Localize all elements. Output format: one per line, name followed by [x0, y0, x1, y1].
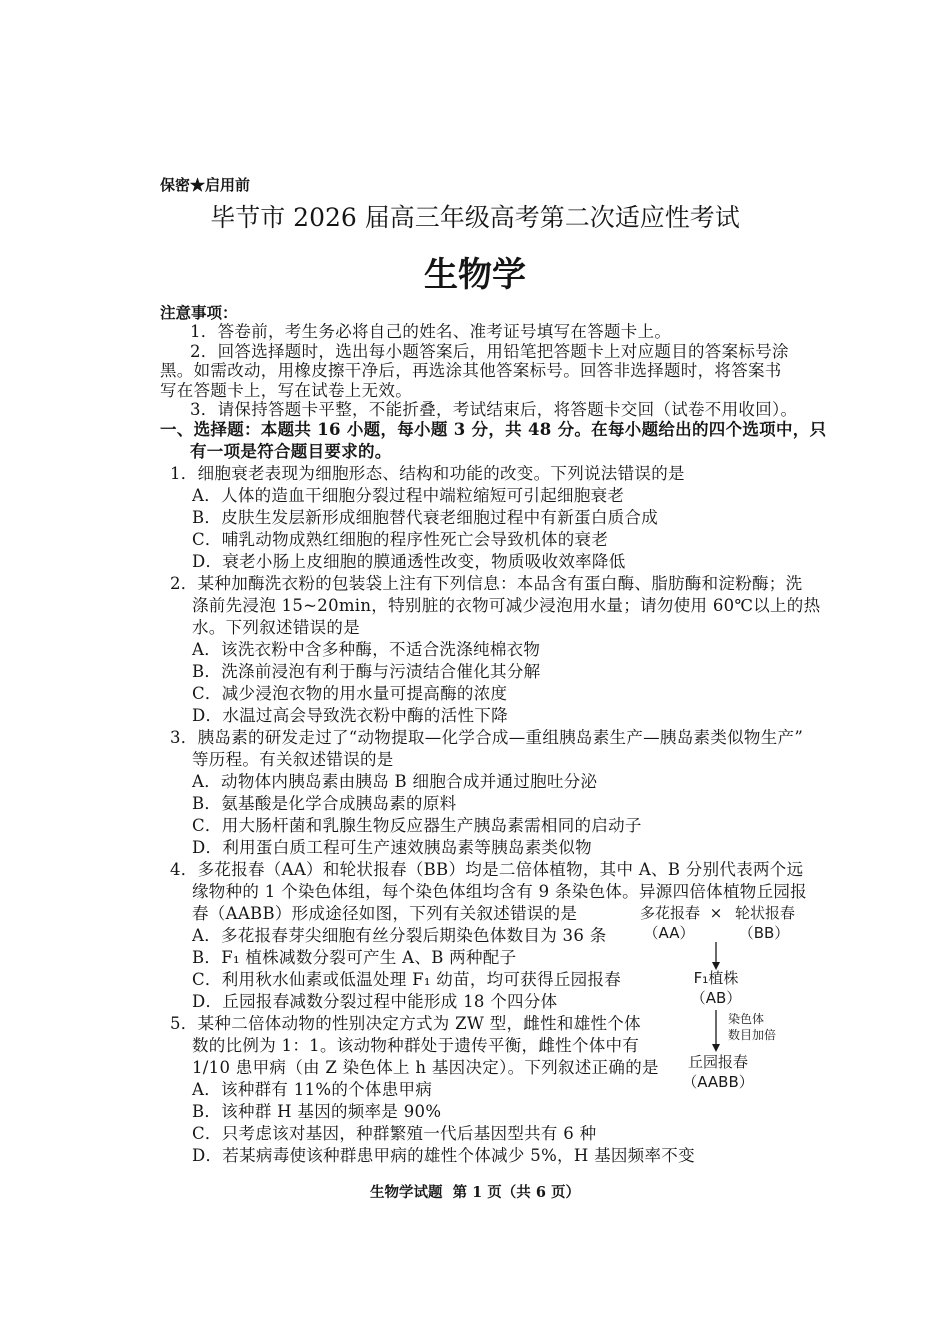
confidential-label: 保密★启用前 — [160, 176, 251, 194]
q2-option-b: B．洗涤前浸泡有利于酶与污渍结合催化其分解 — [192, 662, 541, 681]
q1-option-a: A．人体的造血干细胞分裂过程中端粒缩短可引起细胞衰老 — [192, 486, 625, 505]
q1-option-d: D．衰老小肠上皮细胞的膜通透性改变，物质吸收效率降低 — [192, 552, 626, 571]
subject-title: 生物学 — [424, 255, 526, 295]
notice-line: 3．请保持答题卡平整，不能折叠，考试结束后，将答题卡交回（试卷不用收回）。 — [190, 400, 798, 419]
q5-stem-line: 数的比例为 1：1。该动物种群处于遗传平衡，雌性个体中有 — [192, 1036, 640, 1055]
q4-option-a: A．多花报春芽尖细胞有丝分裂后期染色体数目为 36 条 — [192, 926, 607, 945]
exam-title: 毕节市 2026 届高三年级高考第二次适应性考试 — [210, 203, 740, 232]
notice-heading: 注意事项： — [160, 303, 238, 322]
notice-list — [0, 322, 950, 420]
q2-option-d: D．水温过高会导致洗衣粉中酶的活性下降 — [192, 706, 508, 725]
parent-b-label: 轮状报春 — [734, 904, 795, 922]
q4-stem-line: 春（AABB）形成途径如图，下列有关叙述错误的是 — [192, 904, 578, 923]
q2-option-a: A．该洗衣粉中含多种酶，不适合洗涤纯棉衣物 — [192, 640, 541, 659]
notice-line: 1．答卷前，考生务必将自己的姓名、准考证号填写在答题卡上。 — [190, 322, 672, 341]
notice-line: 写在答题卡上，写在试卷上无效。 — [160, 380, 412, 400]
q5-option-c: C．只考虑该对基因，种群繁殖一代后基因型共有 6 种 — [192, 1124, 597, 1143]
q1-stem-line: 1．细胞衰老表现为细胞形态、结构和功能的改变。下列说法错误的是 — [170, 464, 685, 483]
f1-label: F₁植株 — [693, 969, 739, 987]
step-label-line-2: 数目加倍 — [728, 1028, 777, 1042]
parent-a-genome: （AA） — [643, 924, 695, 942]
breeding-diagram — [630, 900, 810, 1100]
q1-option-c: C．哺乳动物成熟红细胞的程序性死亡会导致机体的衰老 — [192, 530, 609, 549]
q2-stem-line: 水。下列叙述错误的是 — [192, 618, 360, 637]
cross-symbol: × — [709, 904, 723, 922]
q3-option-d: D．利用蛋白质工程可生产速效胰岛素等胰岛素类似物 — [192, 838, 592, 857]
q4-option-d: D．丘园报春减数分裂过程中能形成 18 个四分体 — [192, 992, 558, 1011]
page-footer: 生物学试题 第 1 页（共 6 页） — [370, 1184, 580, 1201]
q3-option-a: A．动物体内胰岛素由胰岛 B 细胞合成并通过胞吐分泌 — [192, 772, 598, 791]
arrow-2-head — [712, 1044, 720, 1052]
q3-option-c: C．用大肠杆菌和乳腺生物反应器生产胰岛素需相同的启动子 — [192, 816, 642, 835]
step-label-line-1: 染色体 — [728, 1012, 765, 1026]
q4-stem-line: 缘物种的 1 个染色体组，每个染色体组均含有 9 条染色体。异源四倍体植物丘园报 — [192, 882, 807, 901]
q3-stem-line: 3．胰岛素的研发走过了“动物提取—化学合成—重组胰岛素生产—胰岛素类似物生产” — [170, 728, 804, 747]
q5-option-b: B．该种群 H 基因的频率是 90% — [192, 1102, 442, 1121]
q5-option-a: A．该种群有 11%的个体患甲病 — [192, 1080, 433, 1099]
notice-line: 黑。如需改动，用橡皮擦干净后，再选涂其他答案标号。回答非选择题时，将答案书 — [160, 361, 782, 380]
section-1-heading — [0, 419, 950, 463]
q2-stem-line: 2．某种加酶洗衣粉的包装袋上注有下列信息：本品含有蛋白酶、脂肪酶和淀粉酶；洗 — [170, 574, 803, 593]
q5-stem-line: 1/10 患甲病（由 Z 染色体上 h 基因决定）。下列叙述正确的是 — [192, 1058, 659, 1077]
question-3 — [0, 727, 950, 859]
q3-option-b: B．氨基酸是化学合成胰岛素的原料 — [192, 794, 457, 813]
f1-genome: （AB） — [690, 989, 742, 1007]
product-label: 丘园报春 — [687, 1053, 748, 1071]
section-heading-line: 一、选择题：本题共 16 小题，每小题 3 分，共 48 分。在每小题给出的四个选项中，只 — [160, 420, 827, 439]
q3-stem-line: 等历程。有关叙述错误的是 — [192, 750, 394, 769]
notice-line: 2．回答选择题时，选出每小题答案后，用铅笔把答题卡上对应题目的答案标号涂 — [190, 341, 789, 361]
q4-stem-line: 4．多花报春（AA）和轮状报春（BB）均是二倍体植物，其中 A、B 分别代表两个远 — [170, 860, 804, 879]
q2-stem-line: 涤前先浸泡 15~20min，特别脏的衣物可减少浸泡用水量；请勿使用 60℃以上的热 — [192, 596, 821, 615]
q1-option-b: B．皮肤生发层新形成细胞替代衰老细胞过程中有新蛋白质合成 — [192, 508, 659, 527]
q4-option-b: B．F₁ 植株减数分裂可产生 A、B 两种配子 — [192, 948, 517, 967]
section-heading-line: 有一项是符合题目要求的。 — [190, 442, 392, 461]
q5-option-d: D．若某病毒使该种群患甲病的雄性个体减少 5%，H 基因频率不变 — [192, 1146, 695, 1165]
q5-stem-line: 5．某种二倍体动物的性别决定方式为 ZW 型，雌性和雄性个体 — [170, 1014, 641, 1033]
q4-option-c: C．利用秋水仙素或低温处理 F₁ 幼苗，均可获得丘园报春 — [192, 970, 622, 989]
q2-option-c: C．减少浸泡衣物的用水量可提高酶的浓度 — [192, 684, 508, 703]
question-2 — [0, 573, 950, 727]
parent-b-genome: （BB） — [738, 924, 790, 942]
parent-a-label: 多花报春 — [639, 904, 700, 922]
product-genome: （AABB） — [682, 1073, 754, 1091]
question-1 — [0, 463, 950, 573]
